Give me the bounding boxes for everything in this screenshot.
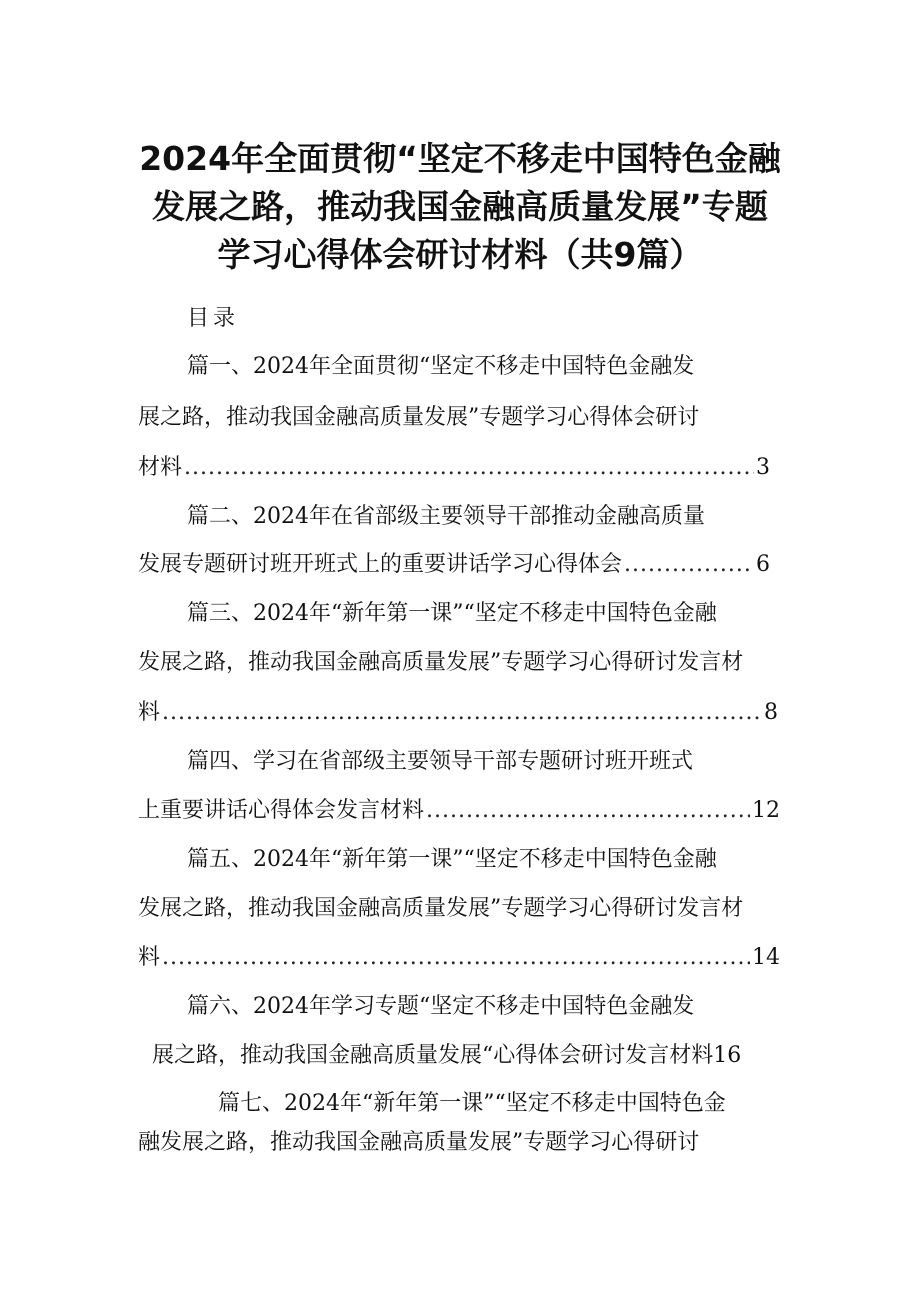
toc-heading: 目录: [187, 306, 240, 331]
dot-leader: [624, 550, 754, 580]
toc-entry-5-page: 14: [752, 945, 780, 970]
dot-leader: [426, 796, 750, 826]
toc-entry-1-page: 3: [756, 455, 770, 480]
toc-entry-2-line-1[interactable]: 篇二、2024年在省部级主要领导干部推动金融高质量: [187, 504, 705, 529]
dot-leader: [162, 698, 762, 728]
toc-entry-4-last-row[interactable]: [138, 796, 780, 826]
toc-entry-7-line-2[interactable]: 融发展之路，推动我国金融高质量发展”专题学习心得研讨: [138, 1130, 700, 1155]
toc-entry-4-line-1[interactable]: 篇四、学习在省部级主要领导干部专题研讨班开班式: [187, 749, 694, 774]
toc-entry-1-last-text: 材料: [138, 455, 183, 480]
title-line-1: 2024年全面贯彻“坚定不移走中国特色金融: [139, 139, 781, 178]
toc-entry-4-page: 12: [752, 798, 780, 823]
toc-entry-6-line-1[interactable]: 篇六、2024年学习专题“坚定不移走中国特色金融发: [187, 994, 695, 1019]
toc-entry-2-page: 6: [756, 552, 770, 577]
toc-entry-4-last-text: 上重要讲话心得体会发言材料: [138, 798, 425, 823]
toc-entry-3-last-text: 料: [138, 700, 161, 725]
toc-entry-1-line-1[interactable]: 篇一、2024年全面贯彻“坚定不移走中国特色金融发: [187, 354, 695, 379]
toc-entry-3-page: 8: [764, 700, 778, 725]
toc-entry-3-line-1[interactable]: 篇三、2024年“新年第一课”“坚定不移走中国特色金融: [187, 601, 717, 626]
toc-entry-5-line-2[interactable]: 发展之路，推动我国金融高质量发展”专题学习心得研讨发言材: [138, 896, 744, 921]
toc-entry-1-line-2[interactable]: 展之路，推动我国金融高质量发展”专题学习心得体会研讨: [138, 405, 700, 430]
toc-entry-7-line-1[interactable]: 篇七、2024年“新年第一课”“坚定不移走中国特色金: [218, 1091, 726, 1116]
toc-entry-2-last-text: 发展专题研讨班开班式上的重要讲话学习心得体会: [138, 552, 623, 577]
toc-entry-5-last-text: 料: [138, 945, 161, 970]
toc-entry-2-last-row[interactable]: [138, 550, 770, 580]
toc-entry-3-line-2[interactable]: 发展之路，推动我国金融高质量发展”专题学习心得研讨发言材: [138, 650, 744, 675]
dot-leader: [184, 453, 754, 483]
document-title: [130, 135, 790, 279]
title-line-3: 学习心得体会研讨材料（共9篇）: [217, 235, 703, 274]
toc-entry-5-line-1[interactable]: 篇五、2024年“新年第一课”“坚定不移走中国特色金融: [187, 847, 717, 872]
title-line-2: 发展之路，推动我国金融高质量发展”专题: [152, 187, 768, 226]
toc-entry-1-last-row[interactable]: [138, 453, 770, 483]
toc-entry-3-last-row[interactable]: [138, 698, 778, 728]
dot-leader: [162, 943, 750, 973]
toc-entry-6-line-2[interactable]: 展之路，推动我国金融高质量发展“心得体会研讨发言材料16: [152, 1043, 742, 1068]
toc-entry-5-last-row[interactable]: [138, 943, 780, 973]
